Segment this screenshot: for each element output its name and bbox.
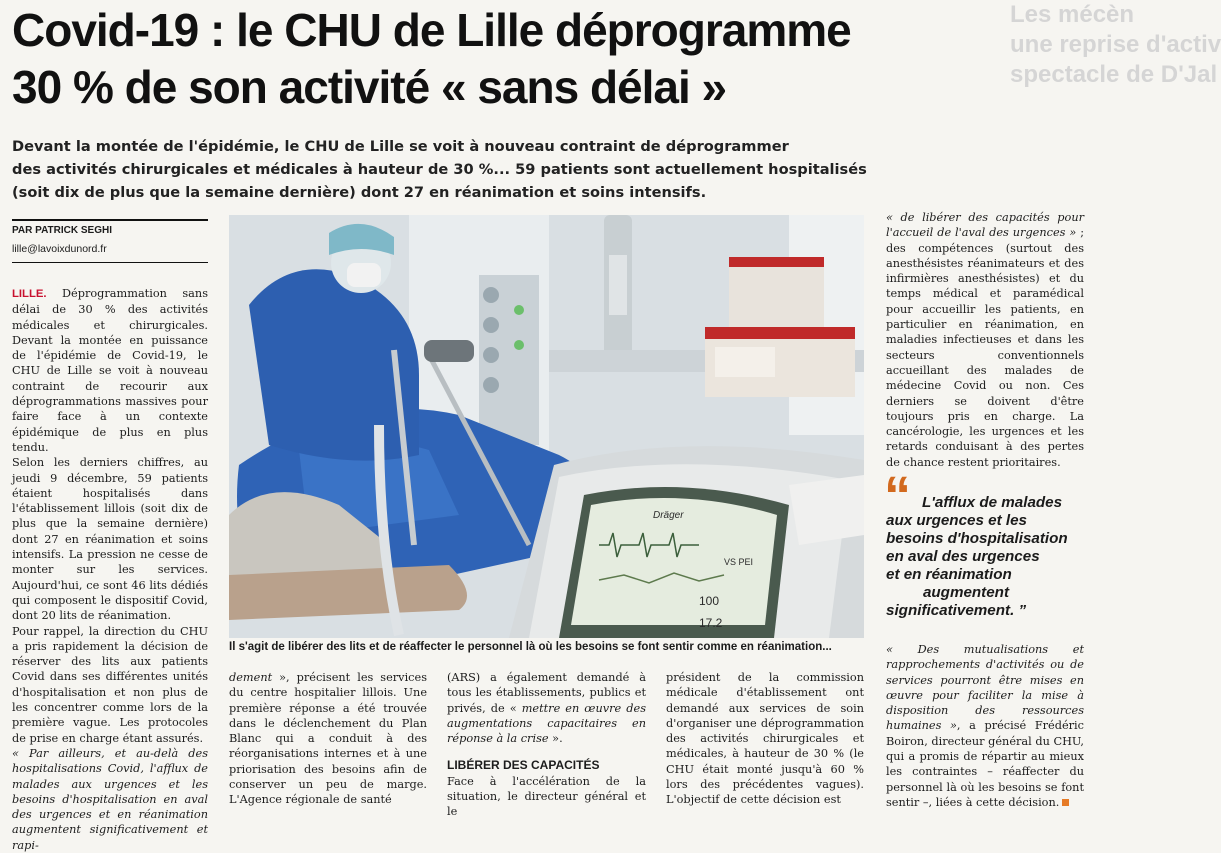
pull-quote-line: et en réanimation bbox=[886, 566, 1012, 583]
neighbor-headline-line: spectacle de D'Jal bbox=[1010, 61, 1218, 88]
monitor-value: 17.2 bbox=[699, 616, 723, 630]
pull-quote-line: significativement. ” bbox=[886, 602, 1027, 619]
paragraph: Pour rappel, la direction du CHU a pris rapidement la décision de réserver des lits aux patients Covid dans ses différentes unités d'hospitalisation et non plus de les concentrer comme lors de la première vague. Les protocoles de prise en charge étant assurés. bbox=[12, 624, 208, 745]
paragraph: « Par ailleurs, et au-delà des hospitalisations Covid, l'afflux de malades aux urgences et les besoins d'hospitalisation en aval des urgences et en réanimation augmentent significativement et rapi- bbox=[12, 746, 208, 852]
monitor-value: 100 bbox=[699, 594, 720, 608]
photo-caption: Il s'agit de libérer des lits et de réaffecter le personnel là où les besoins se font sentir comme en réanimation... bbox=[229, 641, 832, 653]
paragraph: dement », précisent les services du centre hospitalier lillois. Une première réponse a été trouvée dans le déclenchement du Plan Blanc qui a conduit à des réorganisations internes et à une priorisation des besoins afin de conserver un peu de marge. L'Agence régionale de santé bbox=[229, 671, 427, 807]
pull-quote bbox=[886, 494, 1086, 620]
dateline: LILLE. bbox=[12, 288, 47, 300]
pull-quote-line: L'afflux de malades bbox=[922, 494, 1063, 511]
article-column-5-continued bbox=[886, 642, 1084, 812]
article-end-mark bbox=[1062, 799, 1069, 806]
pull-quote-mark: “ bbox=[884, 466, 911, 526]
neighbor-headline-bleed bbox=[1010, 0, 1221, 120]
monitor-brand: Dräger bbox=[653, 510, 684, 521]
lede-line-2: des activités chirurgicales et médicales à hauteur de 30 %... 59 patients sont actuellement hospitalisés bbox=[12, 161, 867, 178]
paragraph: (ARS) a également demandé à tous les établissements, publics et privés, de « mettre en œuvre des augmentations capacitaires en réponse à la crise ». bbox=[447, 671, 646, 746]
article-column-1 bbox=[12, 286, 208, 852]
pull-quote-line: aux urgences et les bbox=[886, 512, 1027, 529]
byline bbox=[12, 220, 208, 256]
neighbor-headline-line: une reprise d'activ bbox=[1010, 31, 1221, 58]
section-subhead: LIBÉRER DES CAPACITÉS bbox=[447, 758, 600, 773]
paragraph: président de la commission médicale d'établissement ont demandé aux services de soin d'organiser une déprogrammation des activités chirurgicales et médicales, à hauteur de 30 % (le CHU était monté jusqu'à 60 % lors des précédentes vagues). L'objectif de cette décision est bbox=[666, 671, 864, 807]
lede-line-3: (soit dix de plus que la semaine dernière) dont 27 en réanimation et soins intensifs. bbox=[12, 184, 707, 201]
icu-photo bbox=[229, 215, 864, 638]
headline-line-1: Covid-19 : le CHU de Lille déprogramme bbox=[12, 4, 851, 56]
lede bbox=[12, 135, 867, 204]
article-column-2 bbox=[229, 670, 427, 812]
paragraph: « de libérer des capacités pour l'accueil de l'aval des urgences » ; des compétences (surtout des anesthésistes réanimateurs et des infirmières anesthésistes) et du temps médical et paramédical pour accueillir les patients, en particulier en réanimation, en maladies infectieuses et dans les secteurs conventionnels accueillant des malades de médecine Covid ou non. Ces derniers se doivent d'être toujours pris en charge. La cancérologie, les urgences et les retards conduisant à des pertes de chance restent prioritaires. bbox=[886, 211, 1085, 469]
paragraph: Face à l'accélération de la situation, le directeur général et le bbox=[447, 774, 646, 819]
byline-email: lille@lavoixdunord.fr bbox=[12, 243, 107, 255]
pull-quote-line: besoins d'hospitalisation bbox=[886, 530, 1068, 547]
pull-quote-line: augmentent bbox=[922, 584, 1010, 601]
paragraph: LILLE. Déprogrammation sans délai de 30 % des activités médicales et chirurgicales. Devant la montée en puissance de l'épidémie de Covid-19, le CHU de Lille se voit à nouveau contraint de recourir aux déprogrammations massives pour faire face à un contexte épidémique de plus en plus tendu. bbox=[12, 287, 208, 454]
pull-quote-line: en aval des urgences bbox=[886, 548, 1040, 565]
byline-bottom-rule bbox=[12, 262, 208, 263]
byline-author: PAR PATRICK SEGHI bbox=[12, 225, 113, 236]
neighbor-headline-line: Les mécèn bbox=[1010, 1, 1135, 28]
article-column-4 bbox=[666, 670, 864, 812]
lede-line-1: Devant la montée de l'épidémie, le CHU de Lille se voit à nouveau contraint de déprogrammer bbox=[12, 138, 789, 155]
article-column-3 bbox=[447, 670, 646, 819]
paragraph: « Des mutualisations et rapprochements d'activités ou de services pourront être mises en œuvre pour faciliter la mise à disposition des ressources humaines », a précisé Frédéric Boiron, directeur général du CHU, qui a promis de répartir au mieux les contraintes – réaffecter du personnel là où les besoins se font sentir –, liées à cette décision. bbox=[886, 643, 1085, 809]
paragraph: Selon les derniers chiffres, au jeudi 9 décembre, 59 patients étaient hospitalisés dans l'établissement lillois (soit dix de plus que la semaine dernière) dont 27 en réanimation et soins intensifs. La pression ne cesse de monter sur les services. Aujourd'hui, ce sont 46 lits dédiés qui composent le dispositif Covid, dont 20 lits de réanimation. bbox=[12, 456, 208, 623]
icu-photo-illustration bbox=[229, 215, 864, 638]
article-column-5 bbox=[886, 210, 1085, 469]
headline-line-2: 30 % de son activité « sans délai » bbox=[12, 61, 727, 113]
headline bbox=[12, 2, 912, 116]
monitor-mode: VS PEI bbox=[724, 557, 754, 567]
